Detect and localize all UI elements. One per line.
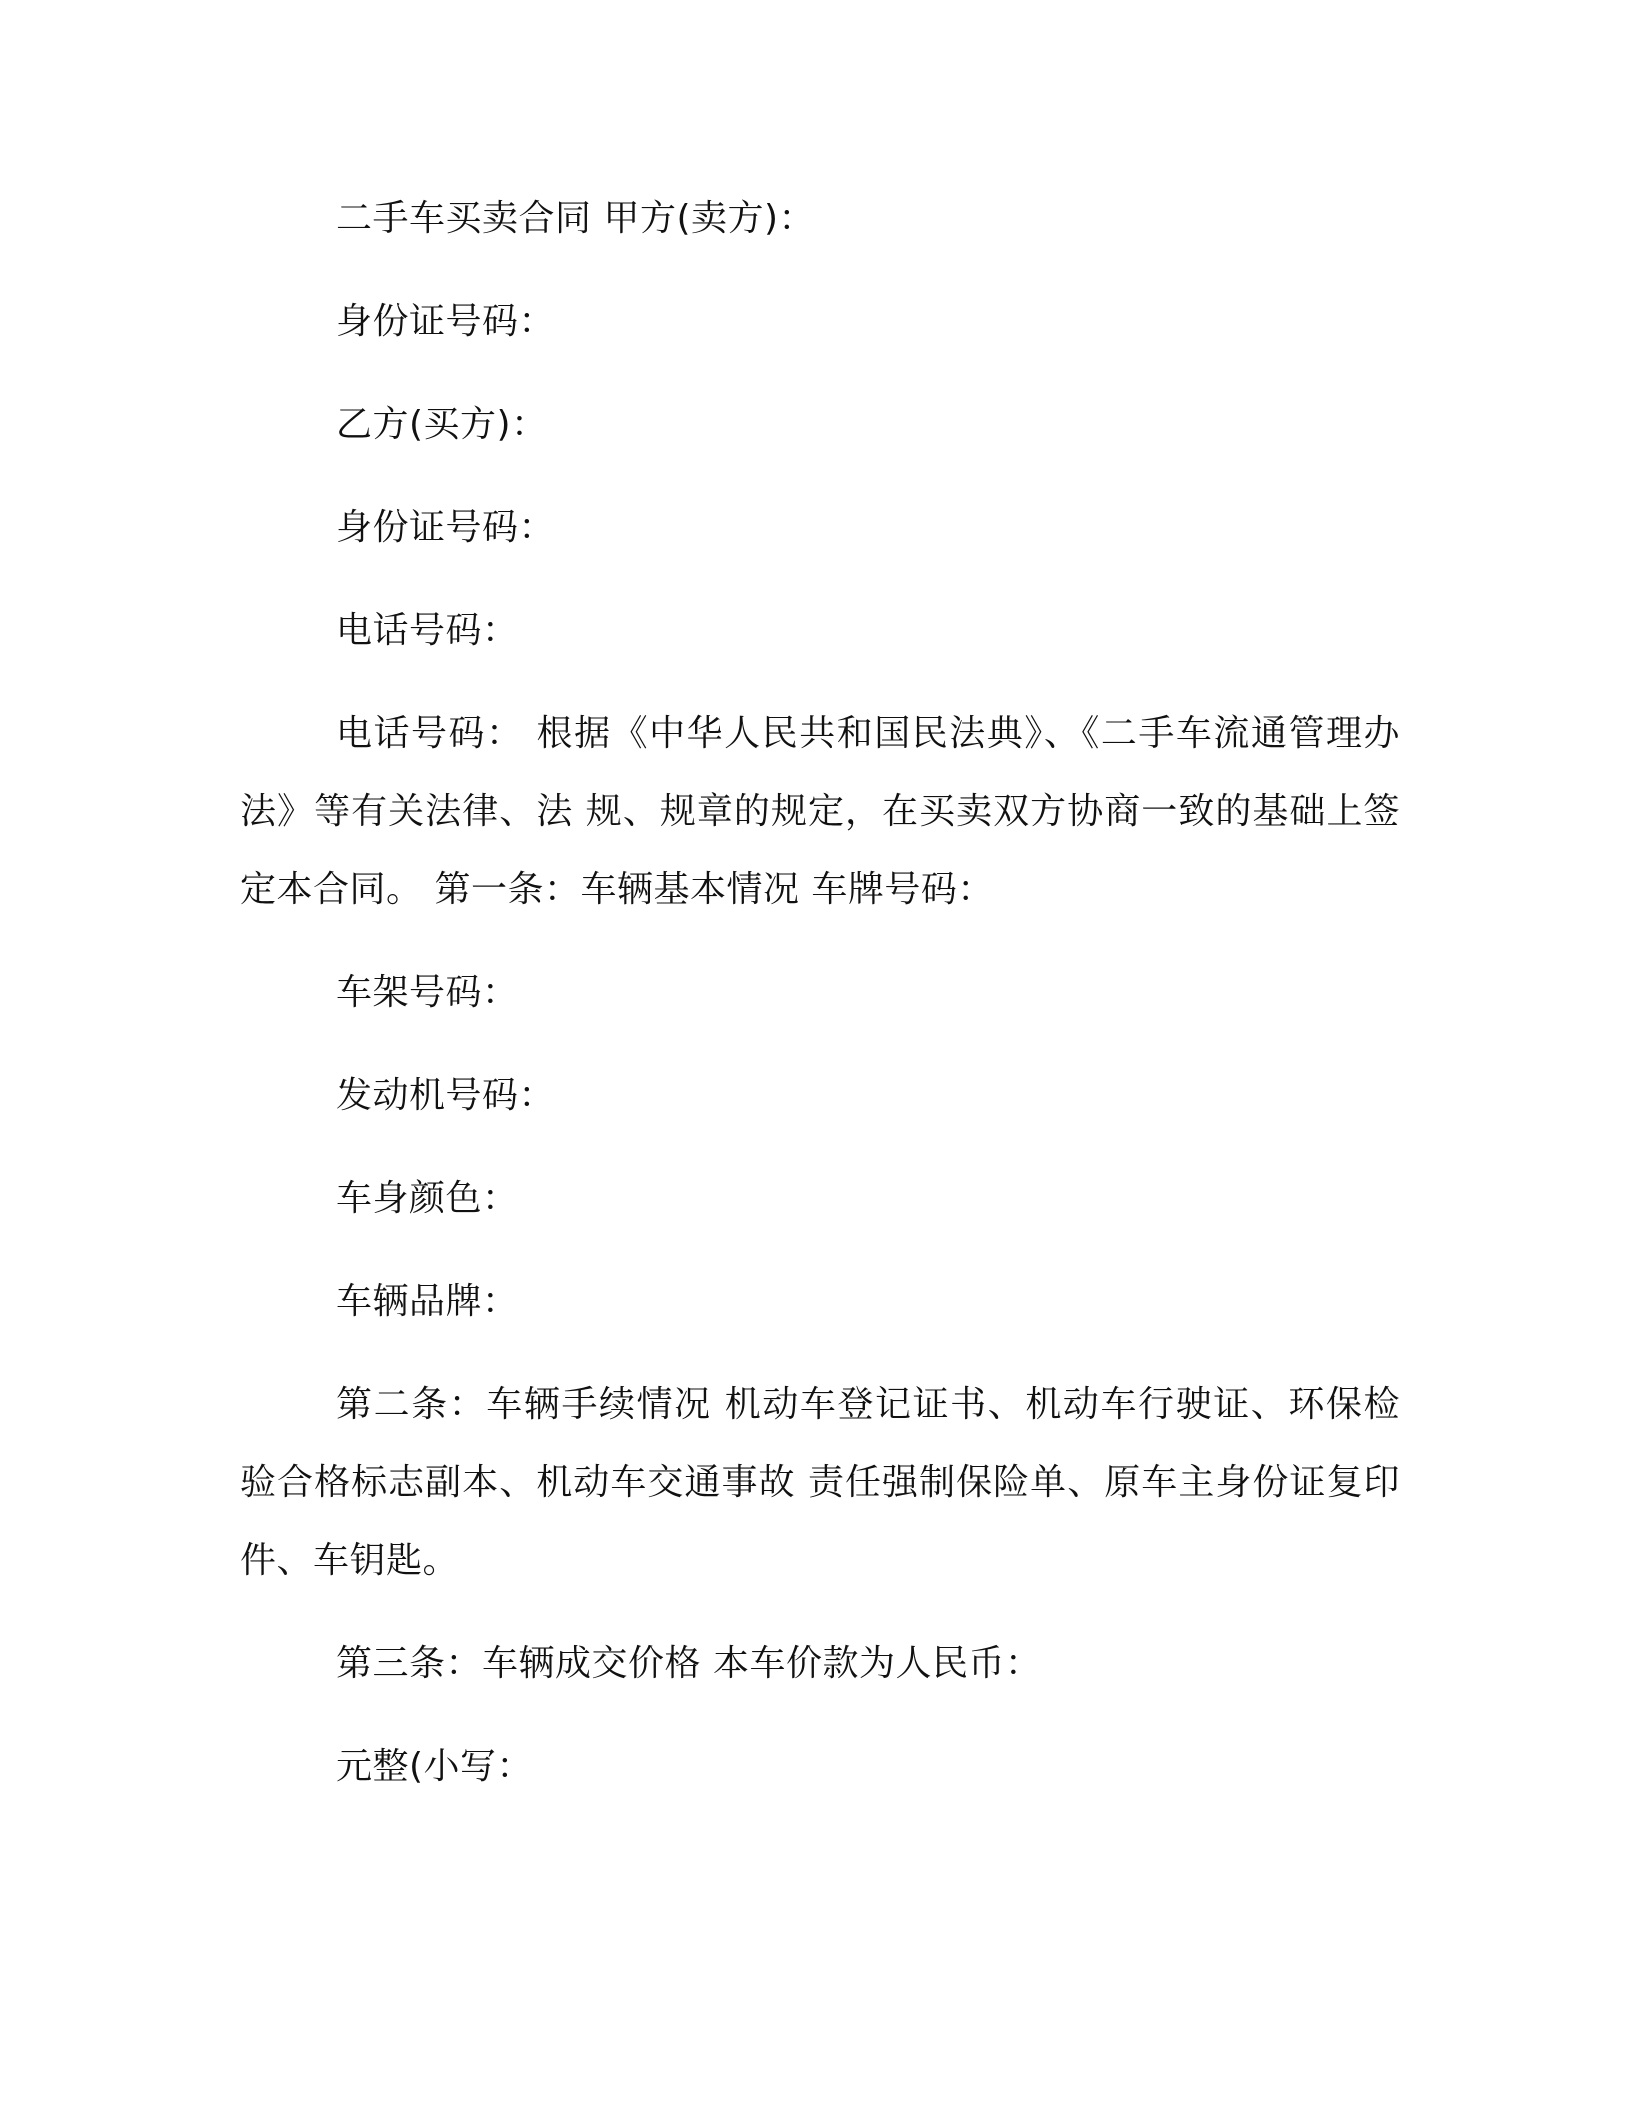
engine-number-line: 发动机号码： — [336, 1075, 556, 1116]
vin-line: 车架号码： — [336, 972, 519, 1013]
phone-number-line: 电话号码： — [336, 610, 519, 651]
vehicle-brand-line: 车辆品牌： — [336, 1281, 519, 1322]
legal-basis-paragraph: 电话号码： 根据《中华人民共和国民法典》、《二手车流通管理办法》等有关法律、法 规、规章的规定，在买卖双方协商一致的基础上签定本合同。 第一条：车辆基本情况 车牌号码： — [240, 713, 1400, 910]
amount-lowercase-line: 元整(小写： — [336, 1746, 534, 1787]
seller-id-number-line: 身份证号码： — [336, 301, 556, 342]
buyer-line: 乙方(买方)： — [336, 404, 548, 445]
contract-title-seller-line: 二手车买卖合同 甲方(卖方)： — [336, 198, 816, 239]
article-two-paragraph: 第二条：车辆手续情况 机动车登记证书、机动车行驶证、环保检验合格标志副本、机动车交通事故 责任强制保险单、原车主身份证复印件、车钥匙。 — [240, 1384, 1400, 1581]
body-color-line: 车身颜色： — [336, 1178, 519, 1219]
buyer-id-number-line: 身份证号码： — [336, 507, 556, 548]
article-three-line: 第三条：车辆成交价格 本车价款为人民币： — [336, 1643, 1042, 1684]
document-body — [240, 180, 1400, 1831]
